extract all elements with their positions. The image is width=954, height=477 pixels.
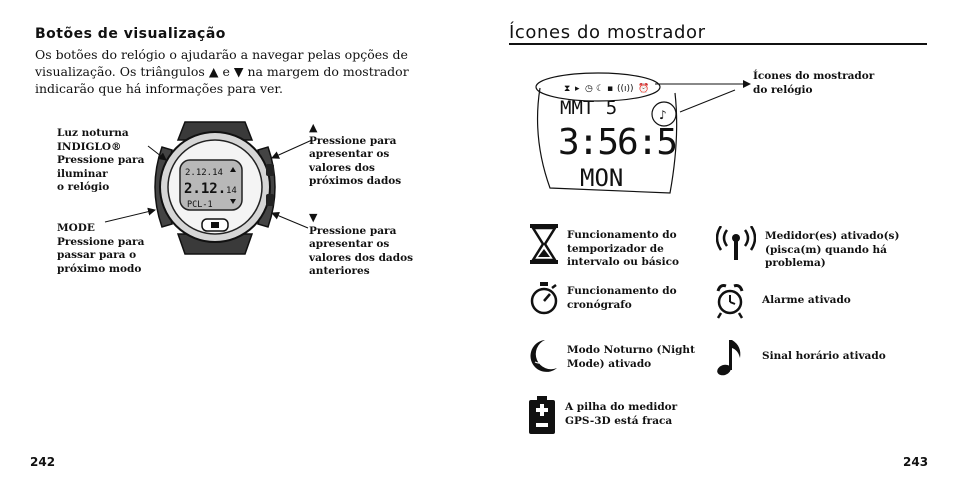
watch-line-2-small: 14 bbox=[226, 186, 237, 196]
page-number-right: 243 bbox=[903, 455, 929, 469]
svg-text:◷: ◷ bbox=[585, 84, 593, 94]
svg-text:((ı)): ((ı)) bbox=[617, 84, 634, 94]
battery-icon bbox=[529, 396, 555, 434]
lcd-row-3: MON bbox=[580, 164, 624, 192]
up-triangle-icon: ▲ bbox=[208, 64, 219, 79]
legend-text-hourly-chime: Sinal horário ativado bbox=[762, 350, 886, 362]
lcd-row-1: MMT 5 bbox=[560, 97, 618, 119]
page-number-left: 242 bbox=[30, 455, 56, 469]
down-triangle-icon: ▼ bbox=[233, 64, 244, 79]
svg-text:☾: ☾ bbox=[596, 84, 605, 94]
hourglass-icon bbox=[530, 224, 558, 264]
stopwatch-icon bbox=[530, 282, 558, 316]
callout-down-button: ▼ Pressione para apresentar os valores dos dados anteriores bbox=[309, 211, 429, 279]
section-heading-view-buttons: Botões de visualização bbox=[35, 26, 226, 42]
svg-text:▪: ▪ bbox=[607, 84, 614, 94]
legend-text-night-mode: Modo Noturno (Night Mode) ativado bbox=[567, 344, 695, 370]
up-triangle-icon: ▲ bbox=[309, 121, 318, 134]
callout-indiglo-light: Luz noturna INDIGLO® Pressione para iluminar o relógio bbox=[57, 127, 145, 193]
intro-paragraph: Os botões do relógio o ajudarão a navegar pelas opções de visualização. Os triângulos ▲ e ▼ na margem do mostrador indicarão que há informações para ver. bbox=[35, 47, 409, 96]
lcd-display-illustration bbox=[530, 68, 690, 208]
lcd-row-2: 3:56:5 bbox=[558, 122, 677, 163]
svg-text:⧗: ⧗ bbox=[564, 84, 571, 94]
legend-text-battery-low: A pilha do medidor GPS-3D está fraca bbox=[565, 401, 678, 427]
legend-text-interval-timer: Funcionamento do temporizador de intervalo ou básico bbox=[567, 229, 679, 268]
alarm-clock-icon bbox=[716, 283, 744, 319]
svg-text:♪: ♪ bbox=[659, 108, 667, 122]
watch-line-2: 2.12. bbox=[184, 181, 227, 197]
music-note-icon bbox=[716, 338, 746, 378]
callout-mode-button: MODE Pressione para passar para o próximo modo bbox=[57, 222, 145, 275]
watch-line-1: 2.12.14 bbox=[185, 168, 223, 178]
legend-text-alarm: Alarme ativado bbox=[762, 294, 851, 306]
down-triangle-icon: ▼ bbox=[309, 211, 318, 224]
heading-rule bbox=[509, 43, 927, 45]
legend-text-chronograph: Funcionamento do cronógrafo bbox=[567, 285, 677, 311]
legend-text-sensor-active: Medidor(es) ativado(s) (pisca(m) quando há problema) bbox=[765, 230, 900, 269]
svg-text:▸: ▸ bbox=[575, 84, 580, 94]
svg-text:⏰: ⏰ bbox=[638, 84, 650, 94]
watch-line-3: PCL-1 bbox=[187, 200, 213, 210]
moon-icon bbox=[527, 338, 559, 374]
callout-up-button: ▲ Pressione para apresentar os valores dos próximos dados bbox=[309, 121, 429, 189]
antenna-icon bbox=[716, 226, 756, 262]
callout-display-icons: Ícones do mostrador do relógio bbox=[753, 70, 875, 96]
section-heading-display-icons: Ícones do mostrador bbox=[509, 22, 706, 43]
